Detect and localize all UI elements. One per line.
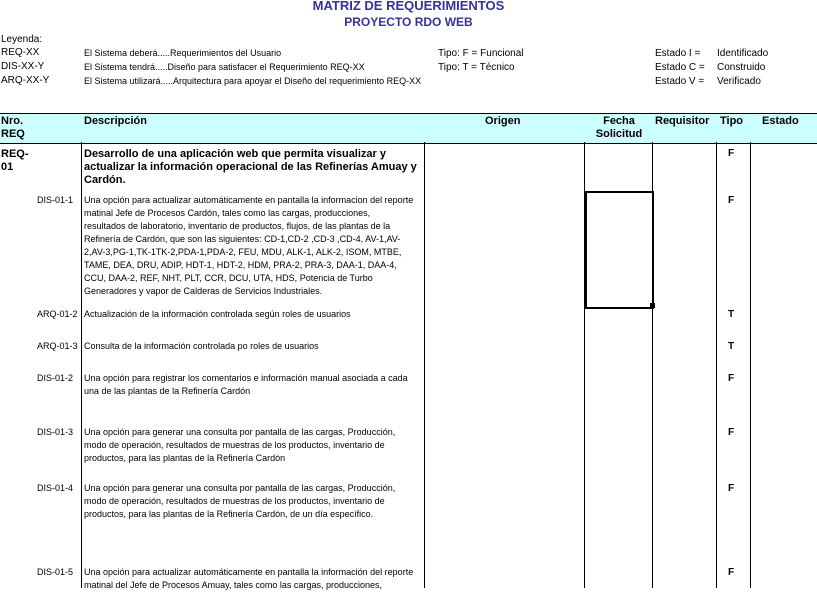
- row-desc-line: Una opción para registrar los comentarios e información manual asociada a cada: [84, 373, 408, 383]
- row-description: [84, 308, 351, 321]
- grid-line: [716, 142, 717, 588]
- req-id-line1: REQ-: [1, 148, 29, 160]
- req-desc-line: Cardón.: [84, 174, 126, 186]
- grid-line: [424, 142, 425, 588]
- legend-code-arq: ARQ-XX-Y: [1, 75, 50, 86]
- row-tipo: F: [728, 195, 735, 206]
- row-description: [84, 426, 395, 465]
- row-desc-line: Una opción para generar una consulta por pantalla de las cargas, Producción,: [84, 427, 396, 437]
- header-fecha-line1: Fecha: [603, 115, 635, 127]
- header-nro-line1: Nro.: [1, 115, 23, 127]
- row-id: DIS-01-4: [37, 483, 74, 493]
- table-header: [0, 113, 817, 144]
- row-description: [84, 482, 395, 521]
- row-description: [84, 372, 408, 398]
- legend-estado-label-i: Estado I =: [655, 48, 701, 59]
- row-desc-line: Una opción para actualizar automáticamente en pantalla la información del reporte: [84, 567, 414, 577]
- header-origen: Origen: [485, 115, 521, 127]
- row-tipo: T: [728, 341, 735, 352]
- row-desc-line: resultados de laboratorio, inventario de productos, flujos, de las plantas de la: [84, 221, 391, 231]
- legend-code-dis: DIS-XX-Y: [1, 61, 45, 72]
- row-description: [84, 340, 319, 353]
- grid-line: [81, 142, 82, 588]
- req-desc-line: actualizar la información operacional de las Refinerías Amuay y: [84, 161, 417, 173]
- legend-estado-label-c: Estado C =: [655, 62, 705, 73]
- row-desc-line: una de las plantas de la Refinería Cardón: [84, 386, 251, 396]
- row-desc-line: matinal Jefe de Procesos Cardón, tales como las cargas, producciones,: [84, 208, 371, 218]
- header-requisitor: Requisitor: [655, 115, 710, 127]
- legend-estado-value-v: Verificado: [717, 76, 761, 87]
- legend-tipo-funcional: Tipo: F = Funcional: [438, 48, 524, 59]
- header-descripcion: Descripción: [84, 115, 147, 127]
- fill-handle[interactable]: [650, 303, 655, 308]
- row-tipo: F: [728, 427, 735, 438]
- header-tipo: Tipo: [720, 115, 744, 127]
- req-tipo: F: [728, 148, 735, 159]
- legend-text-dis: El Sistema tendrá.....Diseño para satisfacer el Requerimiento REQ-XX: [84, 62, 365, 72]
- legend-text-arq: El Sistema utilizará.....Arquitectura para apoyar el Diseño del requerimiento REQ-XX: [84, 76, 422, 86]
- row-description: [84, 566, 413, 592]
- header-fecha-line2: Solicitud: [595, 128, 643, 140]
- document-subtitle: PROYECTO RDO WEB: [344, 15, 473, 29]
- row-id: DIS-01-3: [37, 427, 74, 437]
- row-desc-line: productos, para las plantas de la Refinería Cardón: [84, 453, 286, 463]
- row-desc-line: Una opción para actualizar automáticamente en pantalla la informacion del reporte: [84, 195, 414, 205]
- row-desc-line: Generadores y vapor de Calderas de Servicios Industriales.: [84, 286, 323, 296]
- row-desc-line: modo de operación, resultados de muestras de los productos, inventario de: [84, 496, 385, 506]
- row-desc-line: 2,AV-3,PG-1,TK-1TK-2,PDA-1,PDA-2, FEU, MDU, ALK-1, ALK-2, ISOM, MTBE,: [84, 247, 402, 257]
- row-description: [84, 194, 413, 298]
- row-desc-line: Refinería de Cardón, que son las siguientes: CD-1,CD-2 ,CD-3 ,CD-4, AV-1,AV-: [84, 234, 401, 244]
- legend-estado-label-v: Estado V =: [655, 76, 705, 87]
- header-nro-line2: REQ: [1, 128, 25, 140]
- grid-line: [750, 142, 751, 588]
- row-id: DIS-01-2: [37, 373, 74, 383]
- legend-estado-value-c: Construido: [717, 62, 766, 73]
- row-tipo: F: [728, 373, 735, 384]
- legend-estado-value-i: Identificado: [717, 48, 769, 59]
- legend-tipo-tecnico: Tipo: T = Técnico: [438, 62, 515, 73]
- selected-cell[interactable]: [585, 191, 654, 309]
- row-id: ARQ-01-3: [37, 341, 78, 351]
- row-desc-line: Una opción para generar una consulta por pantalla de las cargas, Producción,: [84, 483, 396, 493]
- row-id: DIS-01-1: [37, 195, 74, 205]
- row-desc-line: modo de operación, resultados de muestras de los productos, inventario de: [84, 440, 385, 450]
- row-desc-line: matinal del Jefe de Procesos Amuay, tales como las cargas, producciones,: [84, 580, 382, 590]
- req-desc-line: Desarrollo de una aplicación web que permita visualizar y: [84, 148, 386, 160]
- document-title: MATRIZ DE REQUERIMIENTOS: [312, 0, 505, 13]
- row-desc-line: CCU, DAA-2, REF, NHT, PLT, CCR, DCU, UTA, HDS, Potencia de Turbo: [84, 273, 373, 283]
- legend-code-req: REQ-XX: [1, 47, 40, 58]
- row-tipo: F: [728, 483, 735, 494]
- legend-heading: Leyenda:: [1, 34, 43, 45]
- row-tipo: T: [728, 309, 735, 320]
- row-desc-line: TAME, DEA, DRU, ADIP, HDT-1, HDT-2, HDM, PRA-2, PRA-3, DAA-1, DAA-4,: [84, 260, 397, 270]
- req-id-line2: 01: [1, 161, 14, 173]
- row-desc-line: productos, para las plantas de la Refinería Cardón, de un día específico.: [84, 509, 374, 519]
- row-desc-line: Consulta de la información controlada po roles de usuarios: [84, 341, 319, 351]
- row-tipo: F: [728, 567, 735, 578]
- row-id: DIS-01-5: [37, 567, 74, 577]
- legend-text-req: El Sistema deberá.....Requerimientos del Usuario: [84, 48, 282, 58]
- header-fecha: [586, 115, 652, 141]
- row-desc-line: Actualización de la información controlada según roles de usuarios: [84, 309, 351, 319]
- row-id: ARQ-01-2: [37, 309, 78, 319]
- req-description: [84, 148, 417, 187]
- header-estado: Estado: [762, 115, 799, 127]
- header-nro: [1, 115, 25, 141]
- req-id: [1, 148, 29, 174]
